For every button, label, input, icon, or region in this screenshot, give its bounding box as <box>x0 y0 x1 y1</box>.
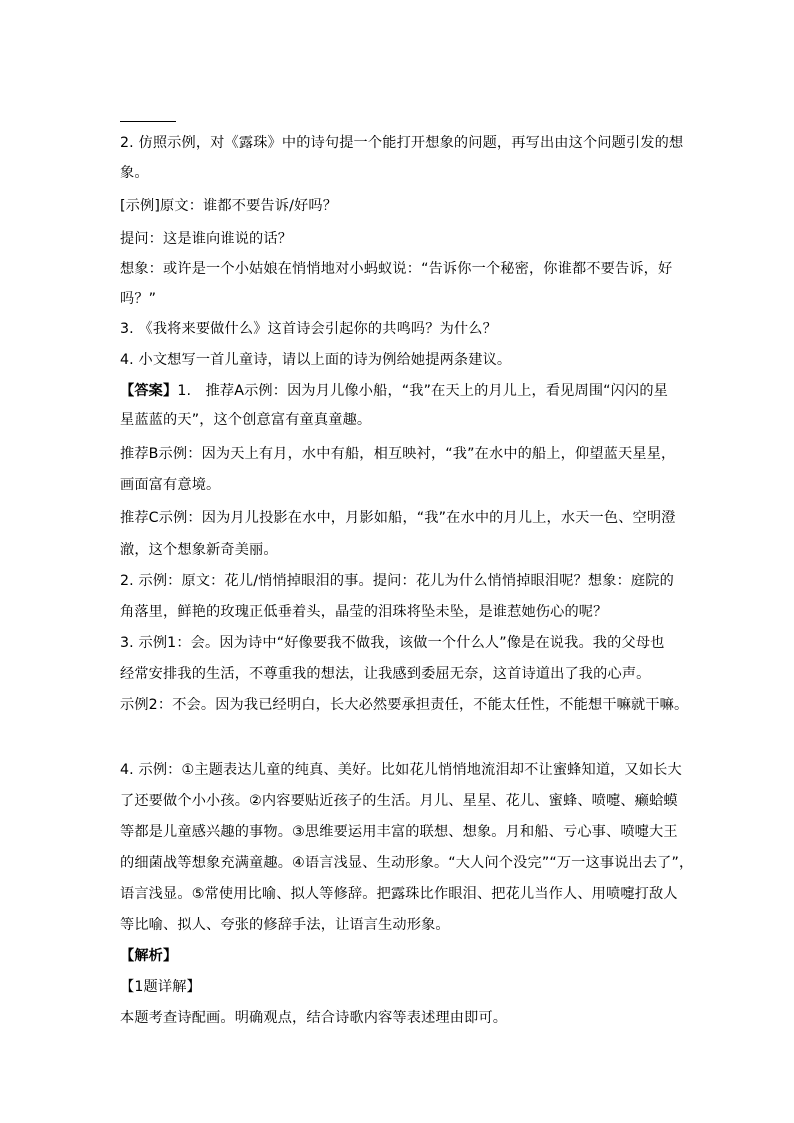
answer-1-c-line-1: 推荐C示例：因为月儿投影在水中，月影如船，“我”在水中的月儿上，水天一色、空明澄 <box>120 510 676 526</box>
answer-4-line-5: 语言浅显。⑤常使用比喻、拟人等修辞。把露珠比作眼泪、把花儿当作人、用喷嚏打敌人 <box>120 886 678 902</box>
answer-4-line-3: 等都是儿童感兴趣的事物。③思维要运用丰富的联想、想象。月和船、亏心事、喷嚏大王 <box>120 824 678 840</box>
answer-4-line-1: 4. 示例：①主题表达儿童的纯真、美好。比如花儿悄悄地流泪却不让蜜蜂知道，又如长大 <box>120 762 682 778</box>
answer-3-line-2: 经常安排我的生活，不尊重我的想法，让我感到委屈无奈，这首诗道出了我的心声。 <box>120 666 651 682</box>
answer-4-line-2: 了还要做个小小孩。②内容要贴近孩子的生活。月儿、星星、花儿、蜜蜂、喷嚏、癞蛤蟆 <box>120 793 678 809</box>
question-4: 4. 小文想写一首儿童诗，请以上面的诗为例给她提两条建议。 <box>120 352 512 368</box>
answer-1-b-line-1: 推荐B示例：因为天上有月，水中有船，相互映衬，“我”在水中的船上，仰望蓝天星星， <box>120 446 676 462</box>
answer-1-line-2: 星蓝蓝的天”，这个创意富有童真童趣。 <box>120 412 372 428</box>
answer-4-line-6: 等比喻、拟人、夸张的修辞手法，让语言生动形象。 <box>120 917 450 933</box>
answer-3-line-1: 3. 示例1：会。因为诗中“好像要我不做我，该做一个什么人”像是在说我。我的父母也 <box>120 635 665 651</box>
answer-label: 【答案】 <box>120 383 178 399</box>
question-2-line-2: 象。 <box>120 165 149 181</box>
answer-1-text: 1. 推荐A示例：因为月儿像小船，“我”在天上的月儿上，看见周围“闪闪的星 <box>177 383 669 399</box>
example-imagination-line-2: 吗？” <box>120 291 157 307</box>
answer-2-line-2: 角落里，鲜艳的玫瑰正低垂着头，晶莹的泪珠将坠未坠，是谁惹她伤心的呢？ <box>120 604 608 620</box>
top-rule <box>120 121 176 122</box>
example-original: [示例]原文：谁都不要告诉/好吗？ <box>120 198 338 214</box>
question-3: 3. 《我将来要做什么》这首诗会引起你的共鸣吗？为什么？ <box>120 321 497 337</box>
example-question: 提问：这是谁向谁说的话？ <box>120 231 293 247</box>
answer-2-line-1: 2. 示例：原文：花儿/悄悄掉眼泪的事。提问：花儿为什么悄悄掉眼泪呢？想象：庭院的 <box>120 573 674 589</box>
answer-line-1 <box>120 381 680 401</box>
question-1-detail-text: 本题考查诗配画。明确观点，结合诗歌内容等表述理由即可。 <box>120 1010 508 1026</box>
analysis-label: 【解析】 <box>120 948 178 964</box>
question-2-line-1: 2. 仿照示例，对《露珠》中的诗句提一个能打开想象的问题，再写出由这个问题引发的想 <box>120 135 684 151</box>
answer-4-line-4: 的细菌战等想象充满童趣。④语言浅显、生动形象。“大人问个没完”“万一这事说出去了”， <box>120 855 694 871</box>
example-imagination-line-1: 想象：或许是一个小姑娘在悄悄地对小蚂蚁说：“告诉你一个秘密，你谁都不要告诉，好 <box>120 261 673 277</box>
answer-3-example-2: 示例2：不会。因为我已经明白，长大必然要承担责任，不能太任性，不能想干嘛就干嘛。 <box>120 697 689 713</box>
answer-1-b-line-2: 画面富有意境。 <box>120 477 221 493</box>
question-1-detail-label: 【1题详解】 <box>120 979 201 995</box>
answer-1-c-line-2: 澈，这个想象新奇美丽。 <box>120 542 278 558</box>
